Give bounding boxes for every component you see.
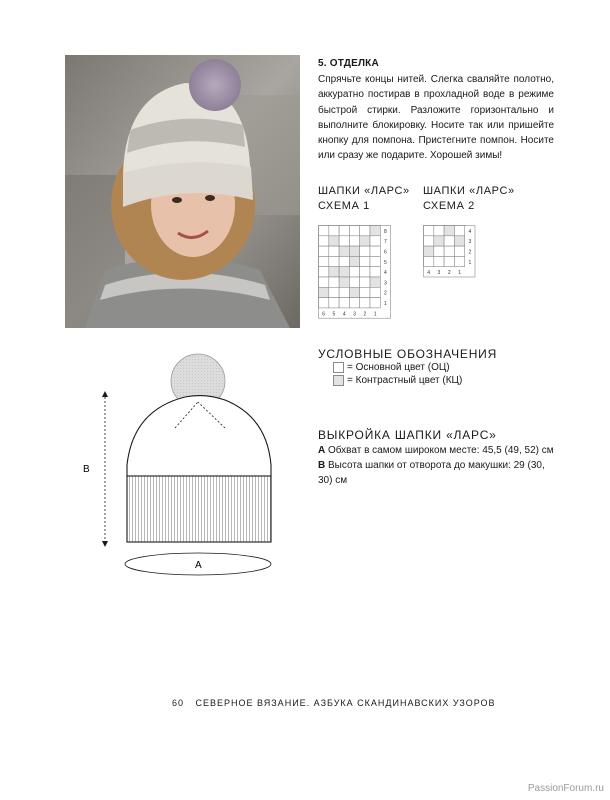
- hat-body-outline: [127, 396, 271, 476]
- chart-cell: [360, 236, 370, 246]
- chart-cell: [329, 236, 339, 246]
- chart-cell: [434, 246, 444, 256]
- chart-cell: [319, 267, 329, 277]
- chart-cell: [424, 236, 434, 246]
- hat-model-photo: [65, 55, 300, 328]
- legend-label-main: = Основной цвет (ОЦ): [347, 362, 450, 373]
- chart-cell: [370, 267, 380, 277]
- chart-cell: [454, 236, 464, 246]
- chart-cell: [329, 267, 339, 277]
- chart-cell: [360, 298, 370, 308]
- chart-cell: [349, 287, 359, 297]
- chart-cell: [424, 226, 434, 236]
- chart-cell: [319, 256, 329, 266]
- chart-cell: [319, 236, 329, 246]
- chart-cell: [370, 277, 380, 287]
- main-color-swatch: [333, 362, 344, 373]
- chart-cell: [349, 277, 359, 287]
- chart-cell: [319, 226, 329, 236]
- chart-row-number: 5: [384, 259, 387, 266]
- chart-cell: [339, 267, 349, 277]
- chart-row-number: 2: [384, 290, 387, 297]
- chart-cell: [329, 298, 339, 308]
- chart-cell: [349, 236, 359, 246]
- chart-cell: [339, 277, 349, 287]
- legend-item-main: [333, 362, 450, 373]
- chart-cell: [370, 298, 380, 308]
- chart-cell: [329, 287, 339, 297]
- chart-row-number: 8: [384, 228, 387, 235]
- chart-cell: [434, 236, 444, 246]
- chart-col-number: 4: [342, 311, 346, 318]
- finishing-instructions: Спрячьте концы нитей. Слегка сваляйте полотно, аккуратно постирав в прохладной воде в режиме быстрой стирки. Разложите горизонтально и выполните блокировку. Носите так или пришейте кнопку для помпона. Пристегните помпон. Носите или сразу же подарите. Хорошей зимы!: [318, 74, 554, 162]
- chart-cell: [349, 267, 359, 277]
- chart-cell: [454, 256, 464, 266]
- chart-cell: [370, 226, 380, 236]
- chart-2-title-line2: СХЕМА 2: [423, 199, 475, 212]
- measurement-a-letter: A: [318, 445, 326, 456]
- pattern-measurements: [318, 443, 558, 488]
- dimension-a-label: A: [195, 560, 202, 571]
- watermark: PassionForum.ru: [527, 783, 604, 794]
- page-footer: [172, 698, 496, 708]
- hat-schematic: [83, 355, 280, 580]
- chart-row-number: 4: [468, 228, 472, 235]
- chart-col-number: 1: [458, 270, 461, 277]
- measurement-b-letter: В: [318, 460, 326, 471]
- contrast-color-swatch: [333, 375, 344, 386]
- chart-cell: [349, 256, 359, 266]
- legend-label-contrast: = Контрастный цвет (КЦ): [347, 375, 463, 386]
- chart-cell: [339, 298, 349, 308]
- chart-1-title: [318, 184, 410, 213]
- chart-2-title-line1: ШАПКИ «ЛАРС»: [423, 185, 515, 197]
- chart-cell: [370, 236, 380, 246]
- book-title: СЕВЕРНОЕ ВЯЗАНИЕ. АЗБУКА СКАНДИНАВСКИХ УЗОРОВ: [195, 698, 496, 708]
- chart-cell: [360, 267, 370, 277]
- chart-cell: [339, 226, 349, 236]
- chart-cell: [360, 246, 370, 256]
- chart-row-number: 4: [384, 270, 387, 277]
- chart-row-number: 1: [468, 259, 472, 266]
- page-number: 60: [172, 698, 185, 708]
- chart-cell: [444, 256, 454, 266]
- chart-row-number: 2: [468, 249, 472, 256]
- chart-cell: [360, 256, 370, 266]
- chart-col-number: 5: [332, 311, 336, 318]
- measurement-b: [318, 458, 558, 488]
- measurement-a-text: Обхват в самом широком месте: 45,5 (49, 52) см: [325, 445, 554, 456]
- chart-cell: [370, 246, 380, 256]
- chart-cell: [329, 277, 339, 287]
- chart-cell: [319, 277, 329, 287]
- chart-col-number: 2: [363, 311, 367, 318]
- chart-cell: [444, 236, 454, 246]
- chart-cell: [444, 246, 454, 256]
- chart-cell: [319, 246, 329, 256]
- chart-cell: [319, 298, 329, 308]
- chart-row-number: 1: [384, 301, 387, 308]
- chart-row-number: 7: [384, 239, 387, 246]
- chart-col-number: 3: [353, 311, 356, 318]
- chart-col-number: 2: [447, 270, 451, 277]
- chart-cell: [454, 226, 464, 236]
- chart-cell: [434, 256, 444, 266]
- legend-item-contrast: [333, 375, 462, 386]
- chart-2-title: [423, 184, 515, 213]
- chart-cell: [424, 246, 434, 256]
- hat-brim-ribbing: [127, 476, 271, 542]
- chart-cell: [454, 246, 464, 256]
- knitting-chart-1: [318, 225, 391, 319]
- chart-1-title-line2: СХЕМА 1: [318, 199, 370, 212]
- chart-cell: [339, 256, 349, 266]
- chart-col-number: 3: [437, 270, 441, 277]
- chart-cell: [349, 226, 359, 236]
- section-title: 5. ОТДЕЛКА: [318, 58, 379, 69]
- chart-cell: [329, 226, 339, 236]
- chart-cell: [349, 246, 359, 256]
- chart-col-number: 1: [373, 311, 377, 318]
- chart-cell: [329, 256, 339, 266]
- knitting-chart-2: [423, 225, 476, 278]
- chart-cell: [360, 277, 370, 287]
- pattern-title: ВЫКРОЙКА ШАПКИ «ЛАРС»: [318, 428, 497, 442]
- chart-cell: [360, 287, 370, 297]
- chart-cell: [424, 256, 434, 266]
- measurement-b-text: Высота шапки от отворота до макушки: 29 (30, 30) см: [318, 460, 545, 486]
- measurement-a: [318, 443, 558, 458]
- dimension-b-label: В: [83, 464, 90, 475]
- chart-cell: [319, 287, 329, 297]
- chart-col-number: 6: [322, 311, 326, 318]
- chart-row-number: 3: [384, 280, 387, 287]
- chart-cell: [444, 226, 454, 236]
- chart-row-number: 6: [384, 249, 387, 256]
- chart-cell: [370, 256, 380, 266]
- legend-title: УСЛОВНЫЕ ОБОЗНАЧЕНИЯ: [318, 347, 498, 361]
- chart-1-title-line1: ШАПКИ «ЛАРС»: [318, 185, 410, 197]
- chart-cell: [339, 287, 349, 297]
- chart-cell: [434, 226, 444, 236]
- chart-col-number: 4: [427, 270, 431, 277]
- chart-cell: [329, 246, 339, 256]
- chart-cell: [360, 226, 370, 236]
- chart-cell: [339, 246, 349, 256]
- chart-cell: [370, 287, 380, 297]
- chart-cell: [339, 236, 349, 246]
- chart-cell: [349, 298, 359, 308]
- chart-row-number: 3: [468, 239, 472, 246]
